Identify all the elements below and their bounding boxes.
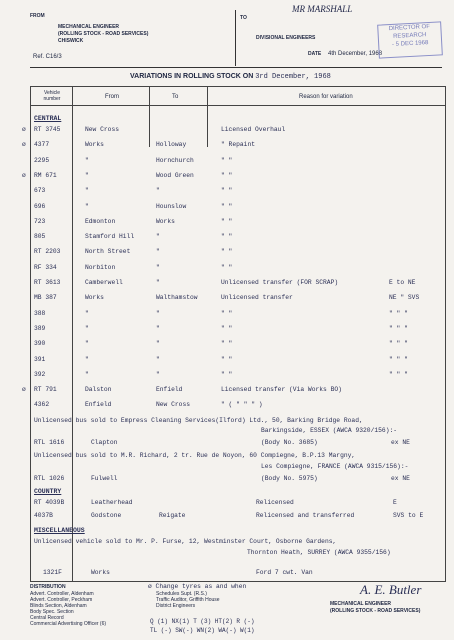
distribution-3: Blinds Section, Aldenham [30,603,87,609]
transfer-codes: " " " [389,355,408,363]
to-depot: " [156,233,160,241]
to-depot: " [156,279,160,286]
transfer-codes: NE " SVS [389,294,420,302]
codes-line-2: TL (-) SW(-) WN(2) WA(-) W(1) [150,627,255,634]
distribution-5: Central Record [30,615,64,621]
sale2-line-2: Les Compiegne, FRANCE (AWCA 9315/156):- [261,463,409,470]
vehicle-number: RF 334 [34,263,57,271]
from-depot: Godstone [91,512,122,519]
from-depot: Edmonton [85,217,116,225]
to-depot: Enfield [156,386,183,394]
vehicle-number: RT 3745 [34,126,61,133]
from-depot: Leatherhead [91,499,133,506]
to-depot: Works [156,217,175,225]
reason: Relicensed [256,499,294,506]
reason: " " [221,248,233,256]
sale2-vehicle: RTL 1026 [34,475,65,482]
transfer-codes: E to NE [389,279,416,286]
from-depot: Stamford Hill [85,233,135,241]
signatory-title-1: MECHANICAL ENGINEER [330,601,392,607]
row-mark: ø [22,386,26,394]
from-line-3: CHISWICK [58,38,84,44]
vehicle-number: 723 [34,217,46,225]
to-depot: Walthamstow [156,294,198,302]
note-list-2: Traffic Auditor, Griffith House [156,597,220,603]
from-depot: Dalston [85,386,112,394]
to-depot: " [156,355,160,363]
distribution-2: Advert. Controller, Peckham [30,597,93,603]
from-line-2: (ROLLING STOCK - ROAD SERVICES) [58,31,149,37]
sale1-vehicle: RTL 1616 [34,439,65,446]
misc-from: Works [91,569,110,576]
col-header-vehicle: Vehicle number [43,90,61,102]
header-row-rule [31,105,445,106]
transfer-codes: SVS to E [393,512,424,519]
vehicle-number: 4377 [34,141,50,149]
sale2-from: Fulwell [91,475,118,482]
vehicle-number: 389 [34,324,46,332]
reason: " ( " " " ) [221,401,263,409]
transfer-codes: " " " [389,309,408,317]
row-mark: ø [22,141,26,149]
from-label: FROM [30,13,45,19]
to-depot: Holloway [156,141,187,149]
document-title [130,73,331,81]
distribution-1: Advert. Controller, Aldenham [30,591,94,597]
sale2-line-1: Unlicensed bus sold to M.R. Richard, 2 tr. Rue de Noyon, 60 Compiegne, B.P.13 Margny, [34,452,356,459]
vehicle-number: RT 2203 [34,248,61,256]
transfer-codes: E [393,499,397,506]
note-list-1: Schedules Supt. (R.S.) [156,591,207,597]
misc-line-2: Thornton Heath, SURREY (AWCA 9355/156) [247,549,391,556]
to-depot: " [156,370,160,378]
date-label: DATE [308,51,322,57]
vehicle-number: RT 791 [34,386,57,394]
reason: " " [221,187,233,195]
header-rule [30,67,442,68]
note-list-3: District Engineers [156,603,196,609]
to-label: TO [240,15,247,21]
reason: " " [221,202,233,210]
from-line-1: MECHANICAL ENGINEER [58,24,120,30]
from-depot: New Cross [85,126,120,133]
reason: " " [221,370,233,378]
col-divider-3-top [207,87,208,147]
from-depot: " [85,156,89,164]
sale1-line-1: Unlicensed bus sold to Empress Cleaning Services(Ilford) Ltd., 50, Barking Bridge Road, [34,417,363,424]
vehicle-number: RT 3613 [34,279,61,286]
from-depot: Enfield [85,401,112,409]
sale1-body: (Body No. 3685) [261,439,318,446]
vehicle-number: 805 [34,233,46,241]
sale1-from: Clapton [91,439,118,446]
reason: " Repaint [221,141,256,149]
from-depot: North Street [85,248,131,256]
col-header-from: From [105,94,119,100]
vehicle-number: 391 [34,355,46,363]
received-stamp [377,21,443,58]
to-handwritten: MR MARSHALL [292,4,353,14]
misc-line-1: Unlicensed vehicle sold to Mr. P. Furse, 12, Westminster Court, Osborne Gardens, [34,538,337,545]
from-depot: " [85,340,89,348]
distribution-4: Body Spec. Section [30,609,74,615]
sale2-body: (Body No. 5975) [261,475,318,482]
from-depot: Works [85,141,104,149]
transfer-codes: " " " [389,340,408,348]
from-depot: Norbiton [85,263,116,271]
sale1-line-2: Barkingside, ESSEX (AWCA 9320/156):- [261,427,398,434]
reason: " " [221,324,233,332]
row-mark: ø [22,126,26,133]
transfer-codes: " " " [389,370,408,378]
date-value: 4th December, 1968 [328,51,383,57]
vehicle-number: 4037B [34,512,53,519]
to-destination: DIVISIONAL ENGINEERS [256,35,316,41]
reason: " " [221,217,233,225]
to-depot: Hornchurch [156,156,194,164]
reason: " " [221,263,233,271]
signature: A. E. Butler [360,582,422,597]
ref-number: Ref. C16/3 [33,54,62,60]
vehicle-number: 390 [34,340,46,348]
from-box [30,10,236,66]
row-mark: ø [22,171,26,179]
vehicle-number: MB 387 [34,294,57,302]
from-depot: " [85,187,89,195]
from-depot: " [85,202,89,210]
from-depot: " [85,171,89,179]
to-depot: Hounslow [156,202,187,210]
from-depot: " [85,355,89,363]
to-depot: " [156,324,160,332]
from-depot: " [85,324,89,332]
reason: " " [221,171,233,179]
col-divider-1 [72,87,73,581]
to-depot: Reigate [159,512,186,519]
stamp-line-1: DIRECTOR OF [388,23,431,33]
reason: Licensed transfer (Via Works BO) [221,386,342,394]
signatory-title-2: (ROLLING STOCK - ROAD SERVICES) [330,608,421,614]
distribution-6: Commercial Advertising Officer (6) [30,621,107,627]
misc-vehicle: 1321F [43,569,62,576]
reason: " " [221,309,233,317]
section-country: COUNTRY [34,488,62,495]
reason: " " [221,355,233,363]
to-depot: " [156,248,160,256]
stamp-line-2: RESEARCH [392,32,427,40]
distribution-label: DISTRIBUTION [30,584,66,590]
to-depot: Wood Green [156,171,194,179]
vehicle-number: RT 4039B [34,499,65,506]
col-header-to: To [172,94,179,100]
section-miscellaneous: MISCELLANEOUS [34,527,85,534]
from-depot: " [85,370,89,378]
reason: " " [221,340,233,348]
from-depot: Camberwell [85,279,123,286]
to-depot: " [156,340,160,348]
reason: Licensed Overhaul [221,126,286,133]
title-date: 3rd December, 1968 [255,73,331,81]
transfer-codes: " " " [389,324,408,332]
from-depot: Works [85,294,104,302]
to-depot: " [156,187,160,195]
stamp-line-3: - 5 DEC 1968 [391,40,429,48]
tyre-note: ø Change tyres as and when [148,583,247,590]
reason: Unlicensed transfer [221,294,293,302]
vehicle-number: 392 [34,370,46,378]
title-prefix: VARIATIONS IN ROLLING STOCK ON [130,73,254,80]
vehicle-number: 4362 [34,401,50,409]
col-divider-2-top [149,87,150,147]
vehicle-number: 2295 [34,156,50,164]
to-depot: New Cross [156,401,191,409]
variations-table [22,86,446,582]
vehicle-number: RM 671 [34,171,57,179]
from-depot: " [85,309,89,317]
col-header-reason: Reason for variation [299,94,353,100]
sale1-extra: ex NE [391,439,410,446]
vehicle-number: 696 [34,202,46,210]
codes-line-1: Q (1) NX(1) T (3) HT(2) R (-) [150,618,255,625]
to-depot: " [156,309,160,317]
reason: " " [221,156,233,164]
reason: " " [221,233,233,241]
reason: Relicensed and transferred [256,512,355,519]
section-central: CENTRAL [34,115,62,122]
sale2-extra: ex NE [391,475,410,482]
vehicle-number: 388 [34,309,46,317]
vehicle-number: 673 [34,187,46,195]
misc-reason: Ford 7 cwt. Van [256,569,313,576]
reason: Unlicensed transfer (FOR SCRAP) [221,279,339,286]
to-depot: " [156,263,160,271]
